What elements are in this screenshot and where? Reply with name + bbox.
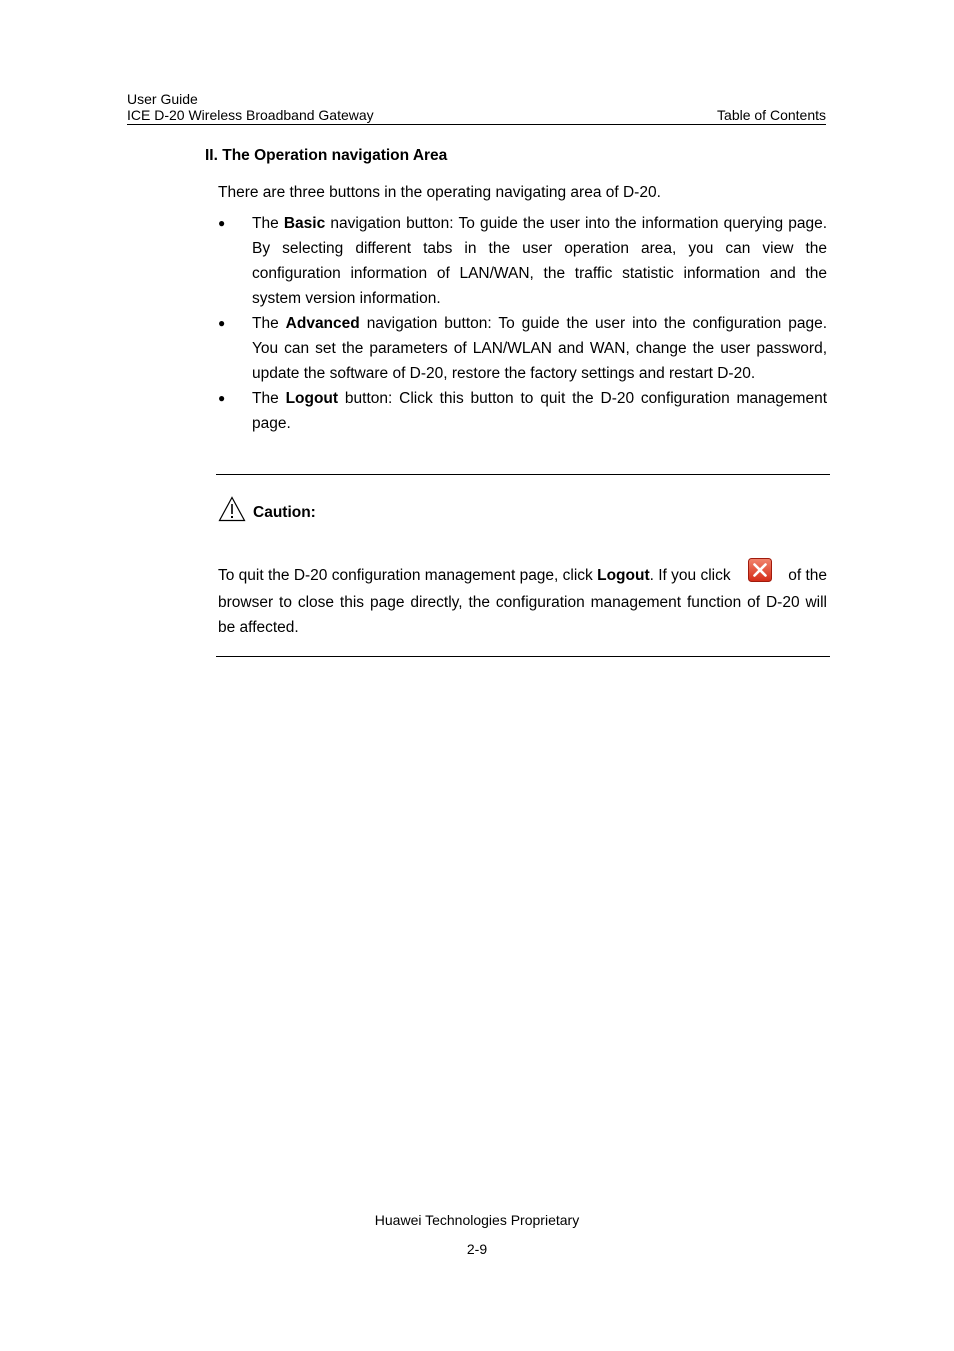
header-divider	[127, 124, 826, 125]
header-section-name: Table of Contents	[717, 107, 826, 123]
warning-triangle-icon	[218, 496, 246, 522]
bullet-term: Logout	[285, 390, 339, 407]
header-doc-type: User Guide	[127, 91, 198, 107]
section-heading: II. The Operation navigation Area	[205, 147, 448, 164]
bullet-term: Basic	[283, 215, 326, 232]
footer-page-number: 2-9	[466, 1241, 488, 1257]
caution-logout-word: Logout	[597, 567, 650, 584]
running-header-left	[127, 91, 374, 123]
caution-text-after-icon: of the	[788, 567, 827, 584]
caution-body	[218, 548, 827, 640]
list-item-advanced	[218, 311, 827, 386]
bullet-dot-icon: ●	[218, 216, 226, 230]
bullet-text: button: Click this button to quit the D-20 configuration management page.	[252, 390, 828, 432]
header-product-name: ICE D-20 Wireless Broadband Gateway	[127, 107, 374, 123]
caution-text-rest: browser to close this page directly, the configuration management function of D-20 will be affected.	[218, 594, 827, 636]
caution-header	[218, 494, 316, 522]
caution-text-start	[218, 566, 731, 588]
caution-text-middle: . If you click	[649, 567, 731, 584]
list-item-logout	[218, 386, 827, 436]
section-intro: There are three buttons in the operating navigating area of D-20.	[218, 184, 661, 201]
bullet-text: navigation button: To guide the user into the configuration page. You can set the parameters of LAN/WLAN and WAN, change the user password, update the software of D-20, restore the factory settings and restart D-20.	[252, 315, 827, 382]
footer-company: Huawei Technologies Proprietary	[374, 1212, 580, 1228]
bullet-prefix: The	[252, 215, 284, 232]
bullet-dot-icon: ●	[218, 316, 226, 330]
bullet-term: Advanced	[285, 315, 360, 332]
bullet-prefix: The	[252, 315, 286, 332]
caution-top-divider	[216, 474, 830, 475]
bullet-text: navigation button: To guide the user into the information querying page. By selecting different tabs in the user operation area, you can view the configuration information of LAN/WAN, the traffic statistic information and the system version information.	[252, 215, 828, 307]
caution-bottom-divider	[216, 656, 830, 657]
bullet-dot-icon: ●	[218, 391, 226, 405]
caution-first-line	[218, 548, 827, 588]
close-window-icon	[748, 558, 772, 582]
list-item-basic	[218, 211, 827, 311]
caution-text-before: To quit the D-20 configuration management page, click	[218, 567, 598, 584]
button-list	[218, 211, 827, 436]
caution-label: Caution:	[253, 504, 316, 521]
bullet-prefix: The	[252, 390, 286, 407]
